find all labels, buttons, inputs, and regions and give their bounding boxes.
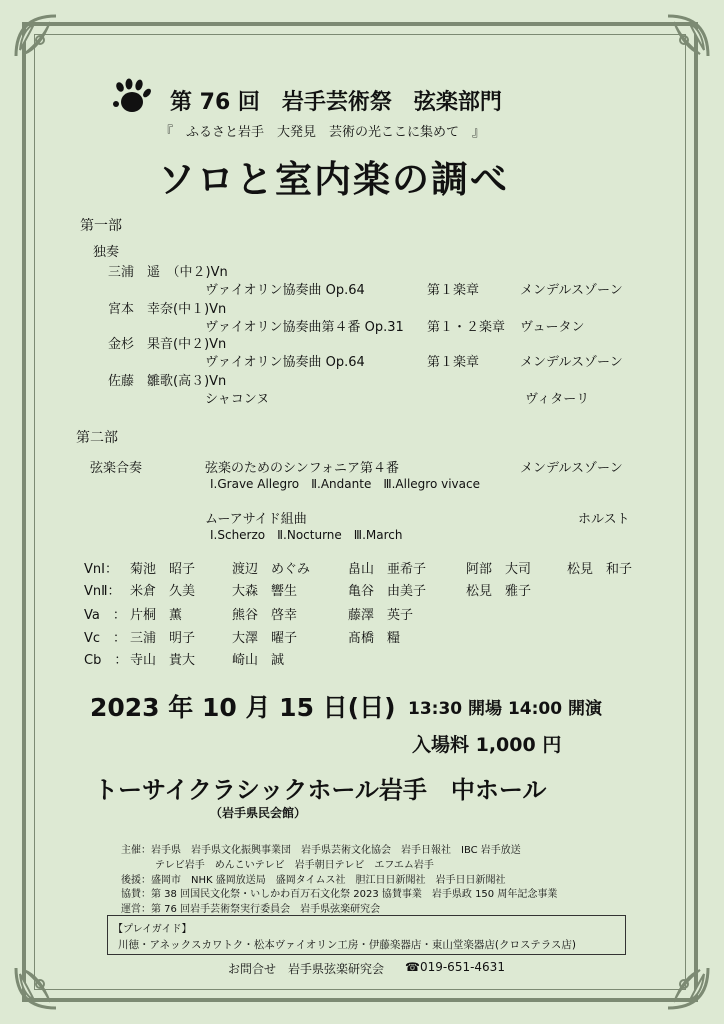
movement: 第１楽章 bbox=[427, 355, 480, 370]
composer: ヴュータン bbox=[520, 320, 585, 335]
section-label: VnⅠ： bbox=[84, 562, 118, 577]
event-time: 13:30 開場 14:00 開演 bbox=[408, 699, 602, 719]
member-name: 菊池 昭子 bbox=[130, 562, 196, 577]
playguide-label: 【プレイガイド】 bbox=[113, 924, 192, 935]
work-title: 弦楽のためのシンフォニア第４番 bbox=[205, 461, 400, 476]
corner-ornament-icon bbox=[10, 962, 62, 1014]
admission-fee: 入場料 1,000 円 bbox=[412, 734, 562, 756]
member-name: 髙橋 糧 bbox=[348, 631, 401, 646]
member-name: 崎山 誠 bbox=[232, 653, 285, 668]
tagline: 『 ふるさと岩手 大発見 芸術の光ここに集めて 』 bbox=[160, 125, 486, 140]
ensemble-label: 弦楽合奏 bbox=[90, 461, 143, 476]
festival-name: 第 76 回 岩手芸術祭 弦楽部門 bbox=[170, 90, 502, 115]
solo-label: 独奏 bbox=[93, 245, 120, 260]
member-name: 三浦 明子 bbox=[130, 631, 196, 646]
contact-label: お問合せ 岩手県弦楽研究会 bbox=[228, 962, 385, 976]
section-label: Vc ： bbox=[84, 631, 127, 646]
credit-line: 協賛：第 38 回国民文化祭・いしかわ百万石文化祭 2023 協賛事業 岩手県政 150 周年記念事業 bbox=[121, 889, 558, 900]
member-name: 大森 響生 bbox=[232, 584, 298, 599]
part1-heading: 第一部 bbox=[80, 218, 122, 234]
movement: 第１・２楽章 bbox=[427, 320, 506, 335]
member-name: 阿部 大司 bbox=[466, 562, 532, 577]
movement: 第１楽章 bbox=[427, 283, 480, 298]
member-name: 寺山 貴大 bbox=[130, 653, 196, 668]
member-name: 片桐 薫 bbox=[130, 608, 183, 623]
work-composer: ホルスト bbox=[578, 512, 630, 527]
performer-name: 宮本 幸奈(中１)Vn bbox=[108, 302, 227, 317]
concert-title: ソロと室内楽の調べ bbox=[158, 158, 509, 201]
contact-tel: ☎019-651-4631 bbox=[405, 960, 505, 974]
work-composer: メンデルスゾーン bbox=[520, 461, 623, 476]
corner-ornament-icon bbox=[662, 962, 714, 1014]
event-date: 2023 年 10 月 15 日(日) bbox=[90, 693, 396, 722]
credit-line: テレビ岩手 めんこいテレビ 岩手朝日テレビ エフエム岩手 bbox=[155, 860, 434, 871]
member-name: 藤澤 英子 bbox=[348, 608, 414, 623]
section-label: Va ： bbox=[84, 608, 126, 623]
corner-ornament-icon bbox=[10, 10, 62, 62]
section-label: VnⅡ： bbox=[84, 584, 121, 599]
hand-logo-icon bbox=[112, 78, 152, 116]
part2-heading: 第二部 bbox=[76, 430, 118, 446]
member-name: 渡辺 めぐみ bbox=[232, 562, 311, 577]
member-name: 畠山 亜希子 bbox=[348, 562, 427, 577]
work-title: ムーアサイド組曲 bbox=[205, 512, 307, 527]
performer-name: 佐藤 雛歌(高３)Vn bbox=[108, 374, 227, 389]
member-name: 松見 雅子 bbox=[466, 584, 532, 599]
member-name: 熊谷 啓幸 bbox=[232, 608, 298, 623]
credit-line: 主催：岩手県 岩手県文化振興事業団 岩手県芸術文化協会 岩手日報社 IBC 岩手放送 bbox=[121, 845, 521, 856]
performer-name: 三浦 遥 （中２)Vn bbox=[108, 265, 228, 280]
playguide-text: 川徳・アネックスカワトク・松本ヴァイオリン工房・伊藤楽器店・東山堂楽器店(クロステラス店) bbox=[118, 939, 577, 951]
member-name: 亀谷 由美子 bbox=[348, 584, 427, 599]
performer-name: 金杉 果音(中２)Vn bbox=[108, 337, 227, 352]
composer: メンデルスゾーン bbox=[520, 283, 623, 298]
composer: メンデルスゾーン bbox=[520, 355, 623, 370]
member-name: 大澤 曜子 bbox=[232, 631, 298, 646]
credit-line: 運営：第 76 回岩手芸術祭実行委員会 岩手県弦楽研究会 bbox=[121, 904, 381, 915]
work-movements: Ⅰ.Scherzo Ⅱ.Nocturne Ⅲ.March bbox=[210, 528, 403, 542]
member-name: 米倉 久美 bbox=[130, 584, 196, 599]
credit-line: 後援：盛岡市 NHK 盛岡放送局 盛岡タイムス社 胆江日日新聞社 岩手日日新聞社 bbox=[121, 875, 506, 886]
work-movements: Ⅰ.Grave Allegro Ⅱ.Andante Ⅲ.Allegro vivace bbox=[210, 477, 480, 491]
venue-name: トーサイクラシックホール岩手 中ホール bbox=[94, 776, 547, 804]
member-name: 松見 和子 bbox=[567, 562, 633, 577]
piece-title: シャコンヌ bbox=[205, 392, 270, 407]
piece-title: ヴァイオリン協奏曲 Op.64 bbox=[205, 283, 365, 298]
piece-title: ヴァイオリン協奏曲 Op.64 bbox=[205, 355, 365, 370]
venue-subname: （岩手県民会館） bbox=[210, 806, 307, 820]
piece-title: ヴァイオリン協奏曲第４番 Op.31 bbox=[205, 320, 404, 335]
section-label: Cb ： bbox=[84, 653, 128, 668]
corner-ornament-icon bbox=[662, 10, 714, 62]
composer: ヴィターリ bbox=[525, 392, 590, 407]
